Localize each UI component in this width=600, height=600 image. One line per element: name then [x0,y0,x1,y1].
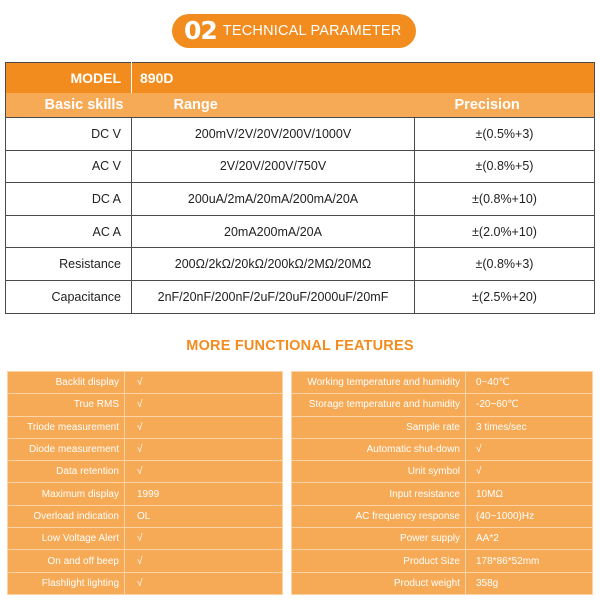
column-header-precision: Precision [415,93,595,118]
feature-key: Data retention [8,461,125,483]
feature-row [292,416,593,438]
skill-cell: Resistance [6,248,132,281]
skill-cell: DC A [6,183,132,216]
section-header-pill [172,14,416,48]
feature-value: √ [466,461,593,483]
feature-key: Unit symbol [292,461,466,483]
feature-key: Working temperature and humidity [292,372,466,394]
feature-row [292,550,593,572]
features-title: MORE FUNCTIONAL FEATURES [186,338,414,354]
feature-key: Triode measurement [8,416,125,438]
feature-row [8,394,283,416]
feature-row [292,438,593,460]
feature-row [8,550,283,572]
feature-key: Overload indication [8,505,125,527]
table-row [6,118,595,151]
feature-key: Product Size [292,550,466,572]
feature-key: Backlit display [8,372,125,394]
feature-value: √ [125,372,283,394]
feature-value: √ [125,461,283,483]
feature-value: 10MΩ [466,483,593,505]
skill-cell: Capacitance [6,280,132,313]
feature-row [292,483,593,505]
column-header-range: Range [132,93,415,118]
table-row [6,215,595,248]
feature-row [292,461,593,483]
feature-row [8,416,283,438]
feature-row [8,572,283,594]
feature-value: √ [125,416,283,438]
spec-header-row [6,93,595,118]
spec-table [5,62,595,314]
table-row [6,150,595,183]
feature-key: Diode measurement [8,438,125,460]
precision-cell: ±(2.0%+10) [415,215,595,248]
precision-cell: ±(0.8%+5) [415,150,595,183]
table-row [6,280,595,313]
feature-key: Storage temperature and humidity [292,394,466,416]
skill-cell: AC A [6,215,132,248]
feature-value: (40~1000)Hz [466,505,593,527]
range-cell: 20mA200mA/20A [132,215,415,248]
model-label: MODEL [6,63,132,93]
feature-value: 178*86*52mm [466,550,593,572]
feature-value: √ [125,394,283,416]
feature-key: AC frequency response [292,505,466,527]
feature-value: √ [125,572,283,594]
feature-row [8,461,283,483]
feature-row [292,572,593,594]
feature-row [292,372,593,394]
feature-key: Product weight [292,572,466,594]
model-row [6,63,595,93]
feature-key: Input resistance [292,483,466,505]
precision-cell: ±(0.5%+3) [415,118,595,151]
feature-value: -20~60℃ [466,394,593,416]
range-cell: 200uA/2mA/20mA/200mA/20A [132,183,415,216]
feature-value: √ [125,528,283,550]
feature-row [8,372,283,394]
feature-row [8,505,283,527]
feature-key: On and off beep [8,550,125,572]
feature-row [8,483,283,505]
feature-row [292,505,593,527]
features-left-table [7,371,283,595]
range-cell: 2nF/20nF/200nF/2uF/20uF/2000uF/20mF [132,280,415,313]
table-row [6,183,595,216]
skill-cell: AC V [6,150,132,183]
section-title: TECHNICAL PARAMETER [222,23,402,39]
range-cell: 2V/20V/200V/750V [132,150,415,183]
precision-cell: ±(2.5%+20) [415,280,595,313]
feature-key: True RMS [8,394,125,416]
feature-key: Sample rate [292,416,466,438]
feature-value: √ [125,438,283,460]
feature-row [292,394,593,416]
precision-cell: ±(0.8%+3) [415,248,595,281]
feature-value: OL [125,505,283,527]
feature-value: 3 times/sec [466,416,593,438]
column-header-skills: Basic skills [6,93,132,118]
feature-row [8,528,283,550]
feature-key: Low Voltage Alert [8,528,125,550]
feature-value: 0~40℃ [466,372,593,394]
feature-row [8,438,283,460]
skill-cell: DC V [6,118,132,151]
feature-value: √ [125,550,283,572]
features-right-table [291,371,593,595]
precision-cell: ±(0.8%+10) [415,183,595,216]
table-row [6,248,595,281]
section-number: 02 [184,16,217,45]
feature-row [292,528,593,550]
feature-value: 358g [466,572,593,594]
feature-value: √ [466,438,593,460]
feature-value: AA*2 [466,528,593,550]
range-cell: 200Ω/2kΩ/20kΩ/200kΩ/2MΩ/20MΩ [132,248,415,281]
feature-key: Automatic shut-down [292,438,466,460]
range-cell: 200mV/2V/20V/200V/1000V [132,118,415,151]
feature-key: Power supply [292,528,466,550]
model-value: 890D [132,63,595,93]
feature-value: 1999 [125,483,283,505]
feature-key: Maximum display [8,483,125,505]
feature-key: Flashlight lighting [8,572,125,594]
